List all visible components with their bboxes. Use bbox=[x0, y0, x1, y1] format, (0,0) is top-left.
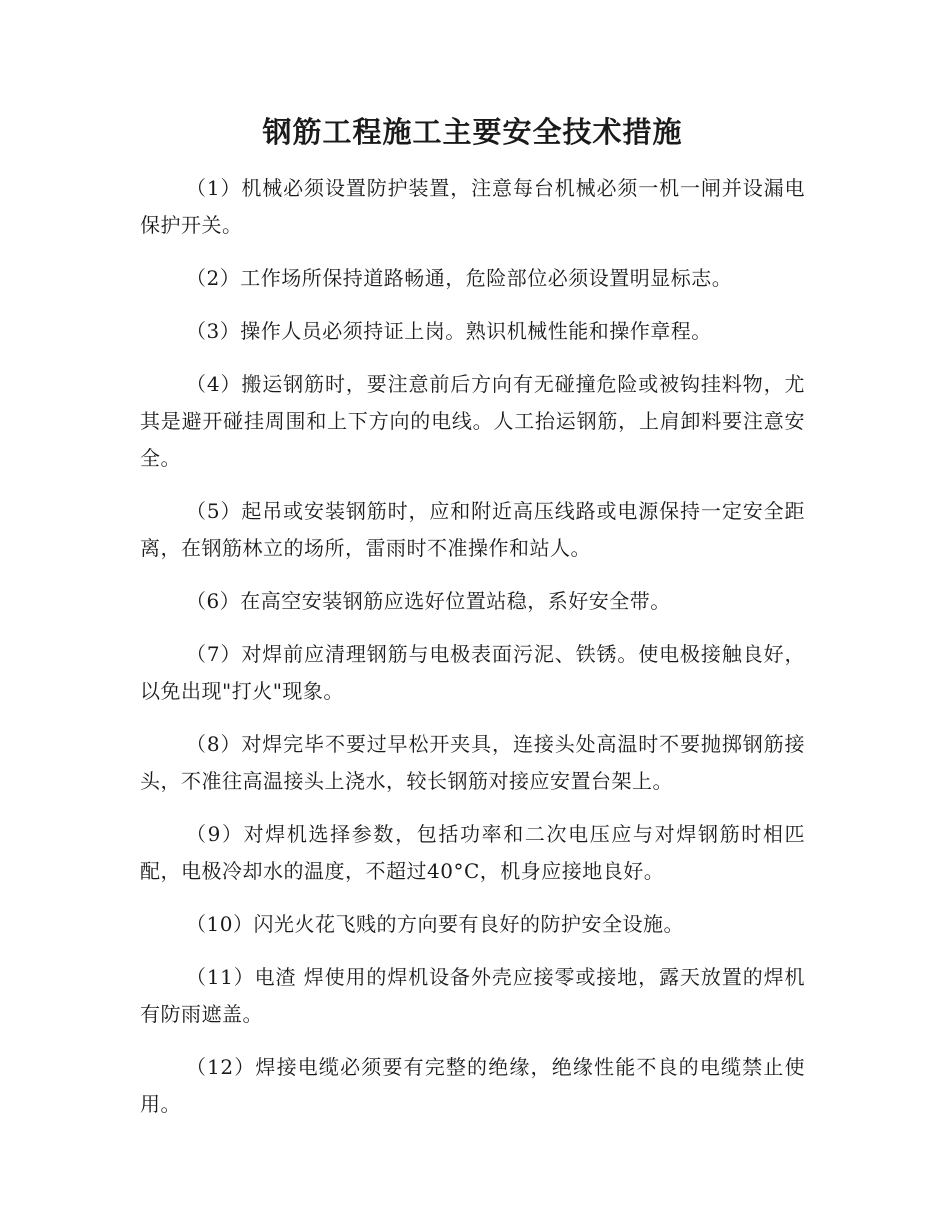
measure-item-9: （9）对焊机选择参数，包括功率和二次电压应与对焊钢筋时相匹配，电极冷却水的温度，不超过40°C，机身应接地良好。 bbox=[140, 822, 805, 883]
measure-item-6: （6）在高空安装钢筋应选好位置站稳，系好安全带。 bbox=[186, 589, 671, 613]
measure-item-11: （11）电渣 焊使用的焊机设备外壳应接零或接地，露天放置的焊机有防雨遮盖。 bbox=[140, 965, 805, 1026]
measure-item-7: （7）对焊前应清理钢筋与电极表面污泥、铁锈。使电极接触良好，以免出现"打火"现象。 bbox=[140, 642, 805, 703]
safety-measures-list bbox=[140, 170, 805, 1123]
measure-item-8: （8）对焊完毕不要过早松开夹具，连接头处高温时不要抛掷钢筋接头，不准往高温接头上浇水，较长钢筋对接应安置台架上。 bbox=[140, 732, 805, 793]
measure-item-3: （3）操作人员必须持证上岗。熟识机械性能和操作章程。 bbox=[186, 319, 712, 343]
document-title: 钢筋工程施工主要安全技术措施 bbox=[262, 115, 683, 149]
measure-item-1: （1）机械必须设置防护装置，注意每台机械必须一机一闸并设漏电保护开关。 bbox=[140, 176, 805, 237]
document-page bbox=[140, 112, 805, 1139]
measure-item-4: （4）搬运钢筋时，要注意前后方向有无碰撞危险或被钩挂料物，尤其是避开碰挂周围和上下方向的电线。人工抬运钢筋，上肩卸料要注意安全。 bbox=[140, 372, 805, 470]
measure-item-2: （2）工作场所保持道路畅通，危险部位必须设置明显标志。 bbox=[186, 266, 733, 290]
measure-item-12: （12）焊接电缆必须要有完整的绝缘，绝缘性能不良的电缆禁止使用。 bbox=[140, 1055, 805, 1116]
measure-item-5: （5）起吊或安装钢筋时，应和附近高压线路或电源保持一定安全距离，在钢筋林立的场所，雷雨时不准操作和站人。 bbox=[140, 499, 805, 560]
measure-item-10: （10）闪光火花飞贱的方向要有良好的防护安全设施。 bbox=[186, 912, 684, 936]
